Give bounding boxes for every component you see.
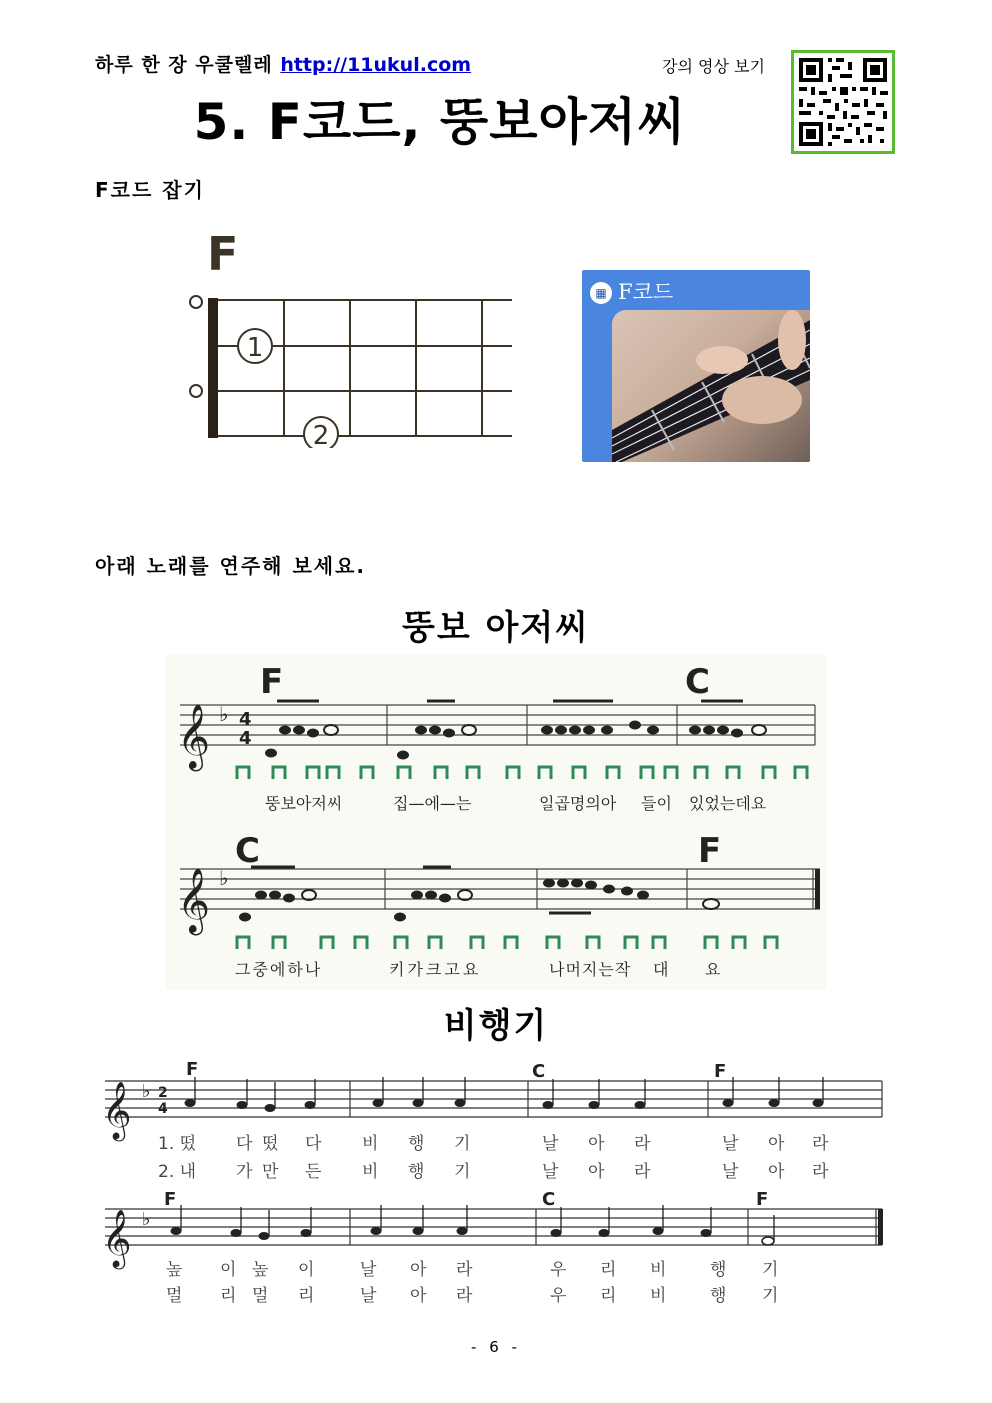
- svg-text:기: 기: [762, 1286, 779, 1306]
- song1-chord-f: F: [260, 662, 284, 702]
- svg-text:리: 리: [600, 1260, 617, 1280]
- song2-chord-c: C: [542, 1189, 556, 1210]
- svg-text:아: 아: [410, 1286, 427, 1306]
- video-label: 강의 영상 보기: [662, 57, 765, 76]
- svg-text:라: 라: [634, 1134, 651, 1154]
- svg-text:행: 행: [408, 1134, 425, 1154]
- song2-chord-f: F: [186, 1059, 199, 1080]
- chord-icon: ▦: [590, 282, 612, 304]
- svg-text:라: 라: [812, 1134, 829, 1154]
- svg-text:아: 아: [588, 1134, 605, 1154]
- svg-text:라: 라: [456, 1260, 473, 1280]
- f-chord-photo: [582, 270, 810, 462]
- svg-text:𝄞: 𝄞: [102, 1209, 132, 1267]
- svg-text:날: 날: [542, 1134, 559, 1154]
- site-link[interactable]: http://11ukul.com: [280, 54, 472, 76]
- song1-chord-f2: F: [698, 831, 722, 871]
- song1-title: 뚱보 아저씨: [401, 608, 591, 648]
- open-string-mark: [190, 385, 202, 397]
- verse-3: [166, 1259, 778, 1280]
- svg-text:𝄞: 𝄞: [102, 1081, 132, 1139]
- staff-2: [180, 869, 820, 909]
- notes-line-1: [265, 721, 766, 760]
- svg-text:날: 날: [360, 1260, 377, 1280]
- open-string-mark: [190, 296, 202, 308]
- song1-lyric: 요: [705, 960, 721, 979]
- svg-text:행: 행: [710, 1260, 727, 1280]
- song2-title: 비행기: [443, 1006, 549, 1046]
- svg-text:멀: 멀: [166, 1286, 183, 1306]
- svg-text:이: 이: [298, 1260, 315, 1280]
- svg-text:다: 다: [305, 1134, 322, 1154]
- svg-text:리: 리: [600, 1286, 617, 1306]
- f-chord-diagram: [180, 228, 530, 448]
- lesson-title: 5. F코드, 뚱보아저씨: [193, 93, 687, 151]
- svg-text:♭: ♭: [142, 1209, 151, 1230]
- play-instruction: 아래 노래를 연주해 보세요.: [95, 554, 367, 578]
- svg-text:다: 다: [236, 1134, 253, 1154]
- svg-text:날: 날: [722, 1134, 739, 1154]
- svg-text:멀: 멀: [252, 1286, 269, 1306]
- chord-name: F: [207, 228, 239, 281]
- svg-text:1. 떴: 1. 떴: [158, 1134, 197, 1154]
- song2-chord-f: F: [164, 1189, 177, 1210]
- song1-lyric: 들이: [641, 794, 672, 813]
- song1-lyric: 일곱명의아: [539, 794, 617, 813]
- svg-text:날: 날: [360, 1286, 377, 1306]
- svg-text:2. 내: 2. 내: [158, 1162, 197, 1182]
- svg-text:𝄞: 𝄞: [177, 868, 211, 933]
- staff-1: [180, 705, 815, 745]
- beams-line-2: [251, 867, 591, 913]
- hand-on-fretboard-image: [612, 310, 810, 462]
- strum-marks-line-1: [237, 767, 807, 779]
- svg-text:1: 1: [246, 333, 264, 363]
- song1-chord-c: C: [685, 662, 710, 702]
- svg-text:비: 비: [650, 1260, 667, 1280]
- svg-text:가: 가: [236, 1162, 253, 1182]
- notes-line-2: [239, 879, 719, 922]
- song1-lyric: 대: [653, 960, 669, 979]
- svg-text:행: 행: [710, 1286, 727, 1306]
- svg-text:높: 높: [166, 1260, 183, 1280]
- page-number: - 6 -: [471, 1338, 521, 1356]
- svg-text:라: 라: [456, 1286, 473, 1306]
- song1-lyric: 뚱보아저씨: [265, 794, 343, 813]
- song2-notes-line-1: [185, 1099, 824, 1112]
- svg-text:날: 날: [542, 1162, 559, 1182]
- song1-lyric: 그중에하나: [235, 960, 323, 979]
- finger-1: [238, 329, 272, 363]
- verse-4: [166, 1285, 778, 1306]
- svg-text:4: 4: [239, 728, 252, 749]
- svg-text:♭: ♭: [142, 1081, 151, 1102]
- svg-text:높: 높: [252, 1260, 269, 1280]
- song1-chord-c2: C: [235, 831, 260, 871]
- svg-text:우: 우: [550, 1286, 567, 1306]
- song1-lyric: 집—에—는: [393, 794, 472, 813]
- strum-marks-line-2: [237, 937, 777, 949]
- verse-1: [158, 1133, 829, 1154]
- finger-2: [304, 417, 338, 448]
- svg-text:리: 리: [298, 1286, 315, 1306]
- svg-text:4: 4: [158, 1101, 168, 1117]
- svg-text:♭: ♭: [219, 866, 229, 890]
- song2-chord-f: F: [714, 1061, 727, 1082]
- svg-text:기: 기: [762, 1260, 779, 1280]
- svg-text:4: 4: [239, 709, 252, 730]
- verse-2: [158, 1161, 829, 1182]
- svg-text:날: 날: [722, 1162, 739, 1182]
- song2-sheet: [100, 1045, 890, 1315]
- svg-text:비: 비: [650, 1286, 667, 1306]
- svg-text:라: 라: [812, 1162, 829, 1182]
- svg-text:𝄞: 𝄞: [177, 704, 211, 769]
- svg-text:아: 아: [768, 1134, 785, 1154]
- svg-text:비: 비: [362, 1134, 379, 1154]
- svg-text:리: 리: [220, 1286, 237, 1306]
- series-title: 하루 한 장 우쿨렐레: [95, 54, 273, 76]
- nut: [208, 298, 218, 438]
- svg-text:아: 아: [588, 1162, 605, 1182]
- svg-text:이: 이: [220, 1260, 237, 1280]
- photo-label: F코드: [618, 280, 674, 304]
- svg-text:라: 라: [634, 1162, 651, 1182]
- svg-text:떴: 떴: [262, 1134, 279, 1154]
- svg-text:2: 2: [312, 421, 330, 448]
- svg-text:2: 2: [158, 1085, 168, 1101]
- song1-lyric: 나머지는작: [549, 960, 632, 979]
- grip-heading: F코드 잡기: [95, 178, 205, 202]
- svg-text:기: 기: [454, 1162, 471, 1182]
- svg-text:♭: ♭: [219, 702, 229, 726]
- svg-text:행: 행: [408, 1162, 425, 1182]
- svg-text:비: 비: [362, 1162, 379, 1182]
- series-header: [95, 50, 471, 77]
- song1-lyric: 키가크고요: [389, 960, 482, 979]
- svg-text:만: 만: [262, 1162, 279, 1182]
- svg-text:아: 아: [410, 1260, 427, 1280]
- song2-chord-f: F: [756, 1189, 769, 1210]
- song1-lyric: 있었는데요: [689, 794, 767, 813]
- svg-text:기: 기: [454, 1134, 471, 1154]
- svg-text:아: 아: [768, 1162, 785, 1182]
- svg-text:우: 우: [550, 1260, 567, 1280]
- song1-sheet: [165, 655, 827, 990]
- svg-text:든: 든: [305, 1162, 322, 1182]
- song2-chord-c: C: [532, 1061, 546, 1082]
